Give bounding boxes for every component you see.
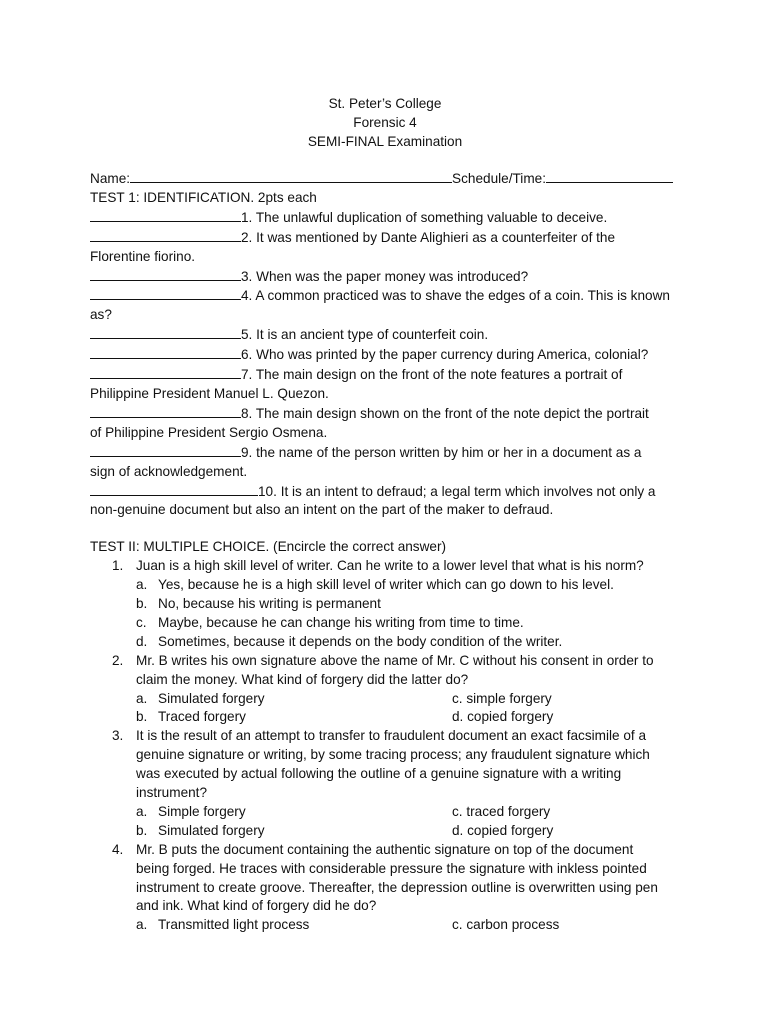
item-text: It is an ancient type of counterfeit coin. (256, 327, 489, 343)
question-text: instrument to create groove. Thereafter, the depression outline is overwritten using pen (136, 879, 658, 895)
mc-option[interactable] (90, 614, 680, 633)
subject-name: Forensic 4 (353, 115, 417, 130)
question-text: Mr. B writes his own signature above the name of Mr. C without his consent in order to (136, 652, 654, 668)
test1-item (90, 267, 680, 287)
mc-question (90, 557, 680, 576)
item-text: The unlawful duplication of something valuable to deceive. (255, 209, 608, 225)
option-text: Sometimes, because it depends on the body condition of the writer. (158, 633, 563, 649)
item-continuation: sign of acknowledgement. (90, 463, 248, 479)
test1-item (90, 365, 680, 385)
mc-option[interactable] (90, 690, 450, 709)
item-number: 5. (241, 327, 253, 343)
mc-option-row (90, 803, 680, 822)
option-text: Maybe, because he can change his writing from time to time. (158, 614, 524, 630)
test1-item (90, 228, 680, 248)
item-text: A common practiced was to shave the edges of a coin. This is known (255, 288, 670, 304)
mc-option[interactable] (90, 576, 680, 595)
test1-item (90, 325, 680, 345)
question-number: 2. (112, 652, 124, 668)
item-number: 4. (241, 288, 253, 304)
mc-option-row (90, 690, 680, 709)
question-number: 3. (112, 728, 124, 744)
mc-option[interactable] (90, 803, 450, 822)
test1-item (90, 286, 680, 306)
answer-blank[interactable] (90, 482, 258, 496)
answer-blank[interactable] (90, 286, 241, 300)
answer-blank[interactable] (90, 345, 241, 359)
mc-option[interactable]: d. copied forgery (452, 709, 554, 725)
question-text: and ink. What kind of forgery did he do? (136, 898, 377, 914)
option-text: Yes, because he is a high skill level of writer which can go down to his level. (158, 577, 614, 593)
test1-title: TEST 1: IDENTIFICATION. 2pts each (90, 189, 317, 205)
mc-option-row (90, 916, 680, 935)
name-label: Name: (90, 171, 131, 186)
test2-title: TEST II: MULTIPLE CHOICE. (Encircle the correct answer) (90, 539, 447, 555)
item-continuation: Philippine President Manuel L. Quezon. (90, 385, 329, 401)
exam-title: SEMI-FINAL Examination (307, 134, 463, 149)
question-text: Mr. B puts the document containing the authentic signature on top of the document (136, 841, 634, 857)
item-text: When was the paper money was introduced? (256, 268, 529, 284)
option-text: No, because his writing is permanent (158, 596, 381, 612)
answer-blank[interactable] (90, 208, 241, 222)
mc-option[interactable] (90, 822, 450, 841)
option-letter: b. (136, 709, 148, 725)
answer-blank[interactable] (90, 404, 241, 418)
mc-option[interactable]: c. traced forgery (452, 803, 551, 819)
question-text: It is the result of an attempt to transfer to fraudulent document an exact facsimile of a (136, 728, 647, 744)
option-text: Simulated forgery (158, 690, 265, 706)
question-number: 1. (112, 558, 124, 574)
item-text: The main design on the front of the note features a portrait of (255, 367, 623, 383)
option-letter: a. (136, 690, 148, 706)
mc-option[interactable] (90, 595, 680, 614)
option-letter: d. (136, 633, 148, 649)
item-number: 10. (258, 483, 277, 499)
question-text: genuine signature or writing, by some tracing process; any fraudulent signature which (136, 747, 650, 763)
item-number: 6. (241, 347, 253, 363)
item-continuation: as? (90, 307, 112, 323)
item-text: It is an intent to defraud; a legal term which involves not only a (280, 483, 656, 499)
exam-header (90, 94, 680, 151)
section-spacer (90, 520, 680, 538)
answer-blank[interactable] (90, 228, 241, 242)
item-text: the name of the person written by him or her in a document as a (256, 444, 642, 460)
mc-option[interactable] (90, 633, 680, 652)
test1-item (90, 443, 680, 463)
schedule-label: Schedule/Time: (452, 171, 546, 186)
mc-option-row (90, 708, 680, 727)
schedule-blank[interactable] (546, 169, 673, 183)
item-number: 3. (241, 268, 253, 284)
exam-page (90, 94, 680, 935)
test1-item (90, 208, 680, 228)
mc-option[interactable]: c. carbon process (452, 917, 560, 933)
item-text: Who was printed by the paper currency during America, colonial? (256, 347, 649, 363)
answer-blank[interactable] (90, 267, 241, 281)
mc-option[interactable] (90, 708, 450, 727)
test1-item (90, 345, 680, 365)
item-number: 9. (241, 444, 253, 460)
mc-option-row (90, 822, 680, 841)
option-letter: c. (136, 614, 147, 630)
item-text: The main design shown on the front of the note depict the portrait (255, 405, 649, 421)
item-number: 7. (241, 367, 253, 383)
answer-blank[interactable] (90, 443, 241, 457)
mc-question (90, 727, 680, 803)
option-letter: a. (136, 917, 148, 933)
item-text: It was mentioned by Dante Alighieri as a counterfeiter of the (256, 229, 616, 245)
question-text: claim the money. What kind of forgery did the latter do? (136, 671, 469, 687)
name-blank[interactable] (130, 169, 452, 183)
question-text: was executed by actual following the outline of a genuine signature with a writing (136, 766, 622, 782)
option-text: Traced forgery (158, 709, 246, 725)
school-name: St. Peter’s College (328, 96, 442, 111)
option-text: Simple forgery (158, 803, 246, 819)
question-text: Juan is a high skill level of writer. Can he write to a lower level that what is his norm? (136, 558, 644, 574)
item-number: 8. (241, 405, 253, 421)
item-continuation: of Philippine President Sergio Osmena. (90, 424, 328, 440)
question-text: instrument? (136, 785, 208, 801)
mc-option[interactable]: c. simple forgery (452, 690, 552, 706)
option-letter: a. (136, 577, 148, 593)
mc-question (90, 841, 680, 917)
test1-item (90, 404, 680, 424)
mc-option[interactable] (90, 916, 450, 935)
name-schedule-line (90, 169, 680, 189)
option-letter: b. (136, 596, 148, 612)
option-text: Transmitted light process (158, 917, 310, 933)
answer-blank[interactable] (90, 325, 241, 339)
item-number: 2. (241, 229, 253, 245)
question-number: 4. (112, 841, 124, 857)
mc-question (90, 652, 680, 690)
answer-blank[interactable] (90, 365, 241, 379)
item-number: 1. (241, 209, 253, 225)
item-continuation: Florentine fiorino. (90, 248, 196, 264)
mc-option[interactable]: d. copied forgery (452, 822, 554, 838)
test1-item (90, 482, 680, 502)
item-continuation: non-genuine document but also an intent on the part of the maker to defraud. (90, 502, 554, 518)
option-letter: a. (136, 803, 148, 819)
question-text: being forged. He traces with considerable pressure the signature with inkless pointed (136, 860, 647, 876)
option-letter: b. (136, 822, 148, 838)
option-text: Simulated forgery (158, 822, 265, 838)
